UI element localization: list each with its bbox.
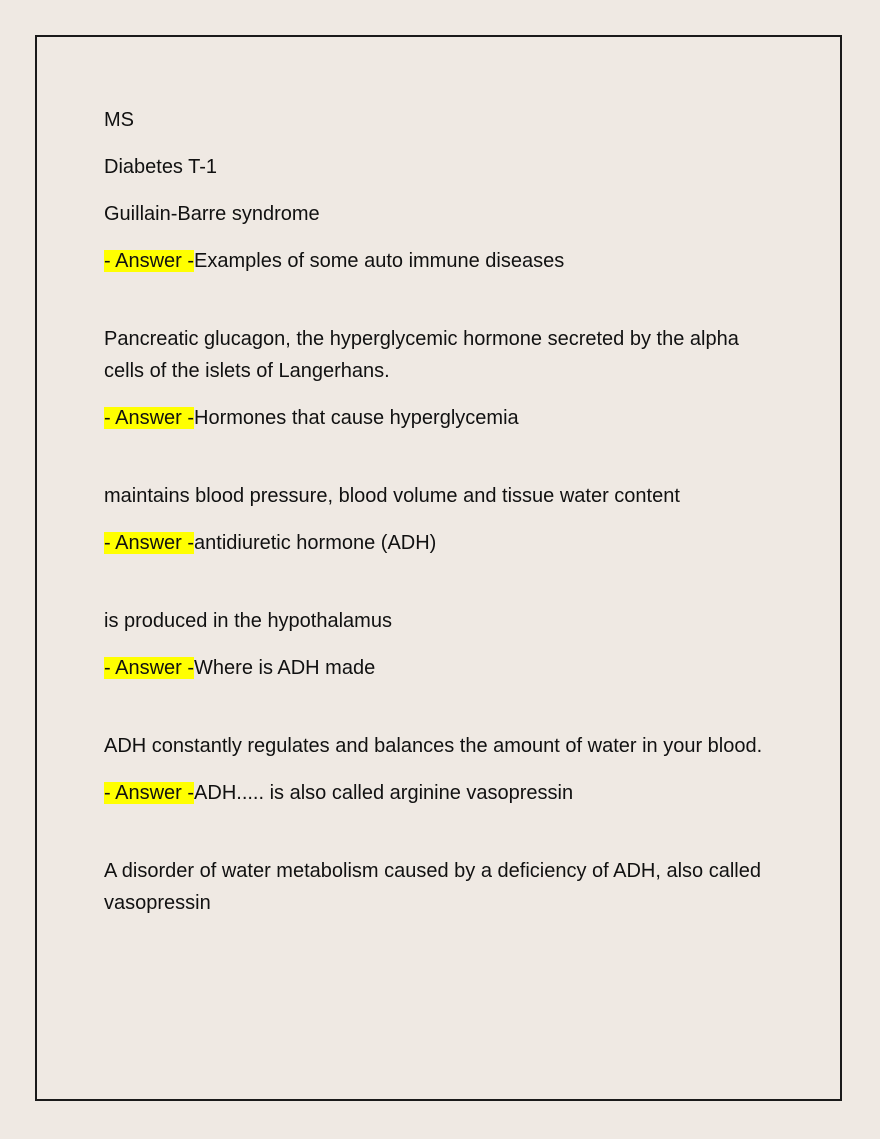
answer-marker: - Answer - [104, 657, 195, 679]
prompt-line: MS [104, 109, 134, 131]
document-content [104, 104, 784, 919]
prompt-line: is produced in the hypothalamus [104, 610, 392, 632]
answer-marker: - Answer - [104, 250, 195, 272]
answer-text: Where is ADH made [194, 657, 376, 679]
answer-line [104, 245, 784, 277]
prompt-line: maintains blood pressure, blood volume and tissue water content [104, 485, 680, 507]
answer-marker: - Answer - [104, 532, 195, 554]
answer-marker: - Answer - [104, 407, 195, 429]
prompt-line: A disorder of water metabolism caused by a deficiency of ADH, also called vasopressin [104, 860, 761, 914]
answer-line [104, 777, 784, 809]
prompt-line: Pancreatic glucagon, the hyperglycemic hormone secreted by the alpha cells of the islets of Langerhans. [104, 328, 739, 382]
prompt-line: ADH constantly regulates and balances the amount of water in your blood. [104, 735, 763, 757]
answer-line [104, 527, 784, 559]
prompt-line: Diabetes T-1 [104, 156, 218, 178]
answer-text: Examples of some auto immune diseases [194, 250, 565, 272]
answer-line [104, 652, 784, 684]
answer-text: Hormones that cause hyperglycemia [194, 407, 519, 429]
prompt-line: Guillain-Barre syndrome [104, 203, 320, 225]
answer-line [104, 402, 784, 434]
answer-text: antidiuretic hormone (ADH) [194, 532, 437, 554]
answer-text: ADH..... is also called arginine vasopressin [194, 782, 574, 804]
answer-marker: - Answer - [104, 782, 195, 804]
